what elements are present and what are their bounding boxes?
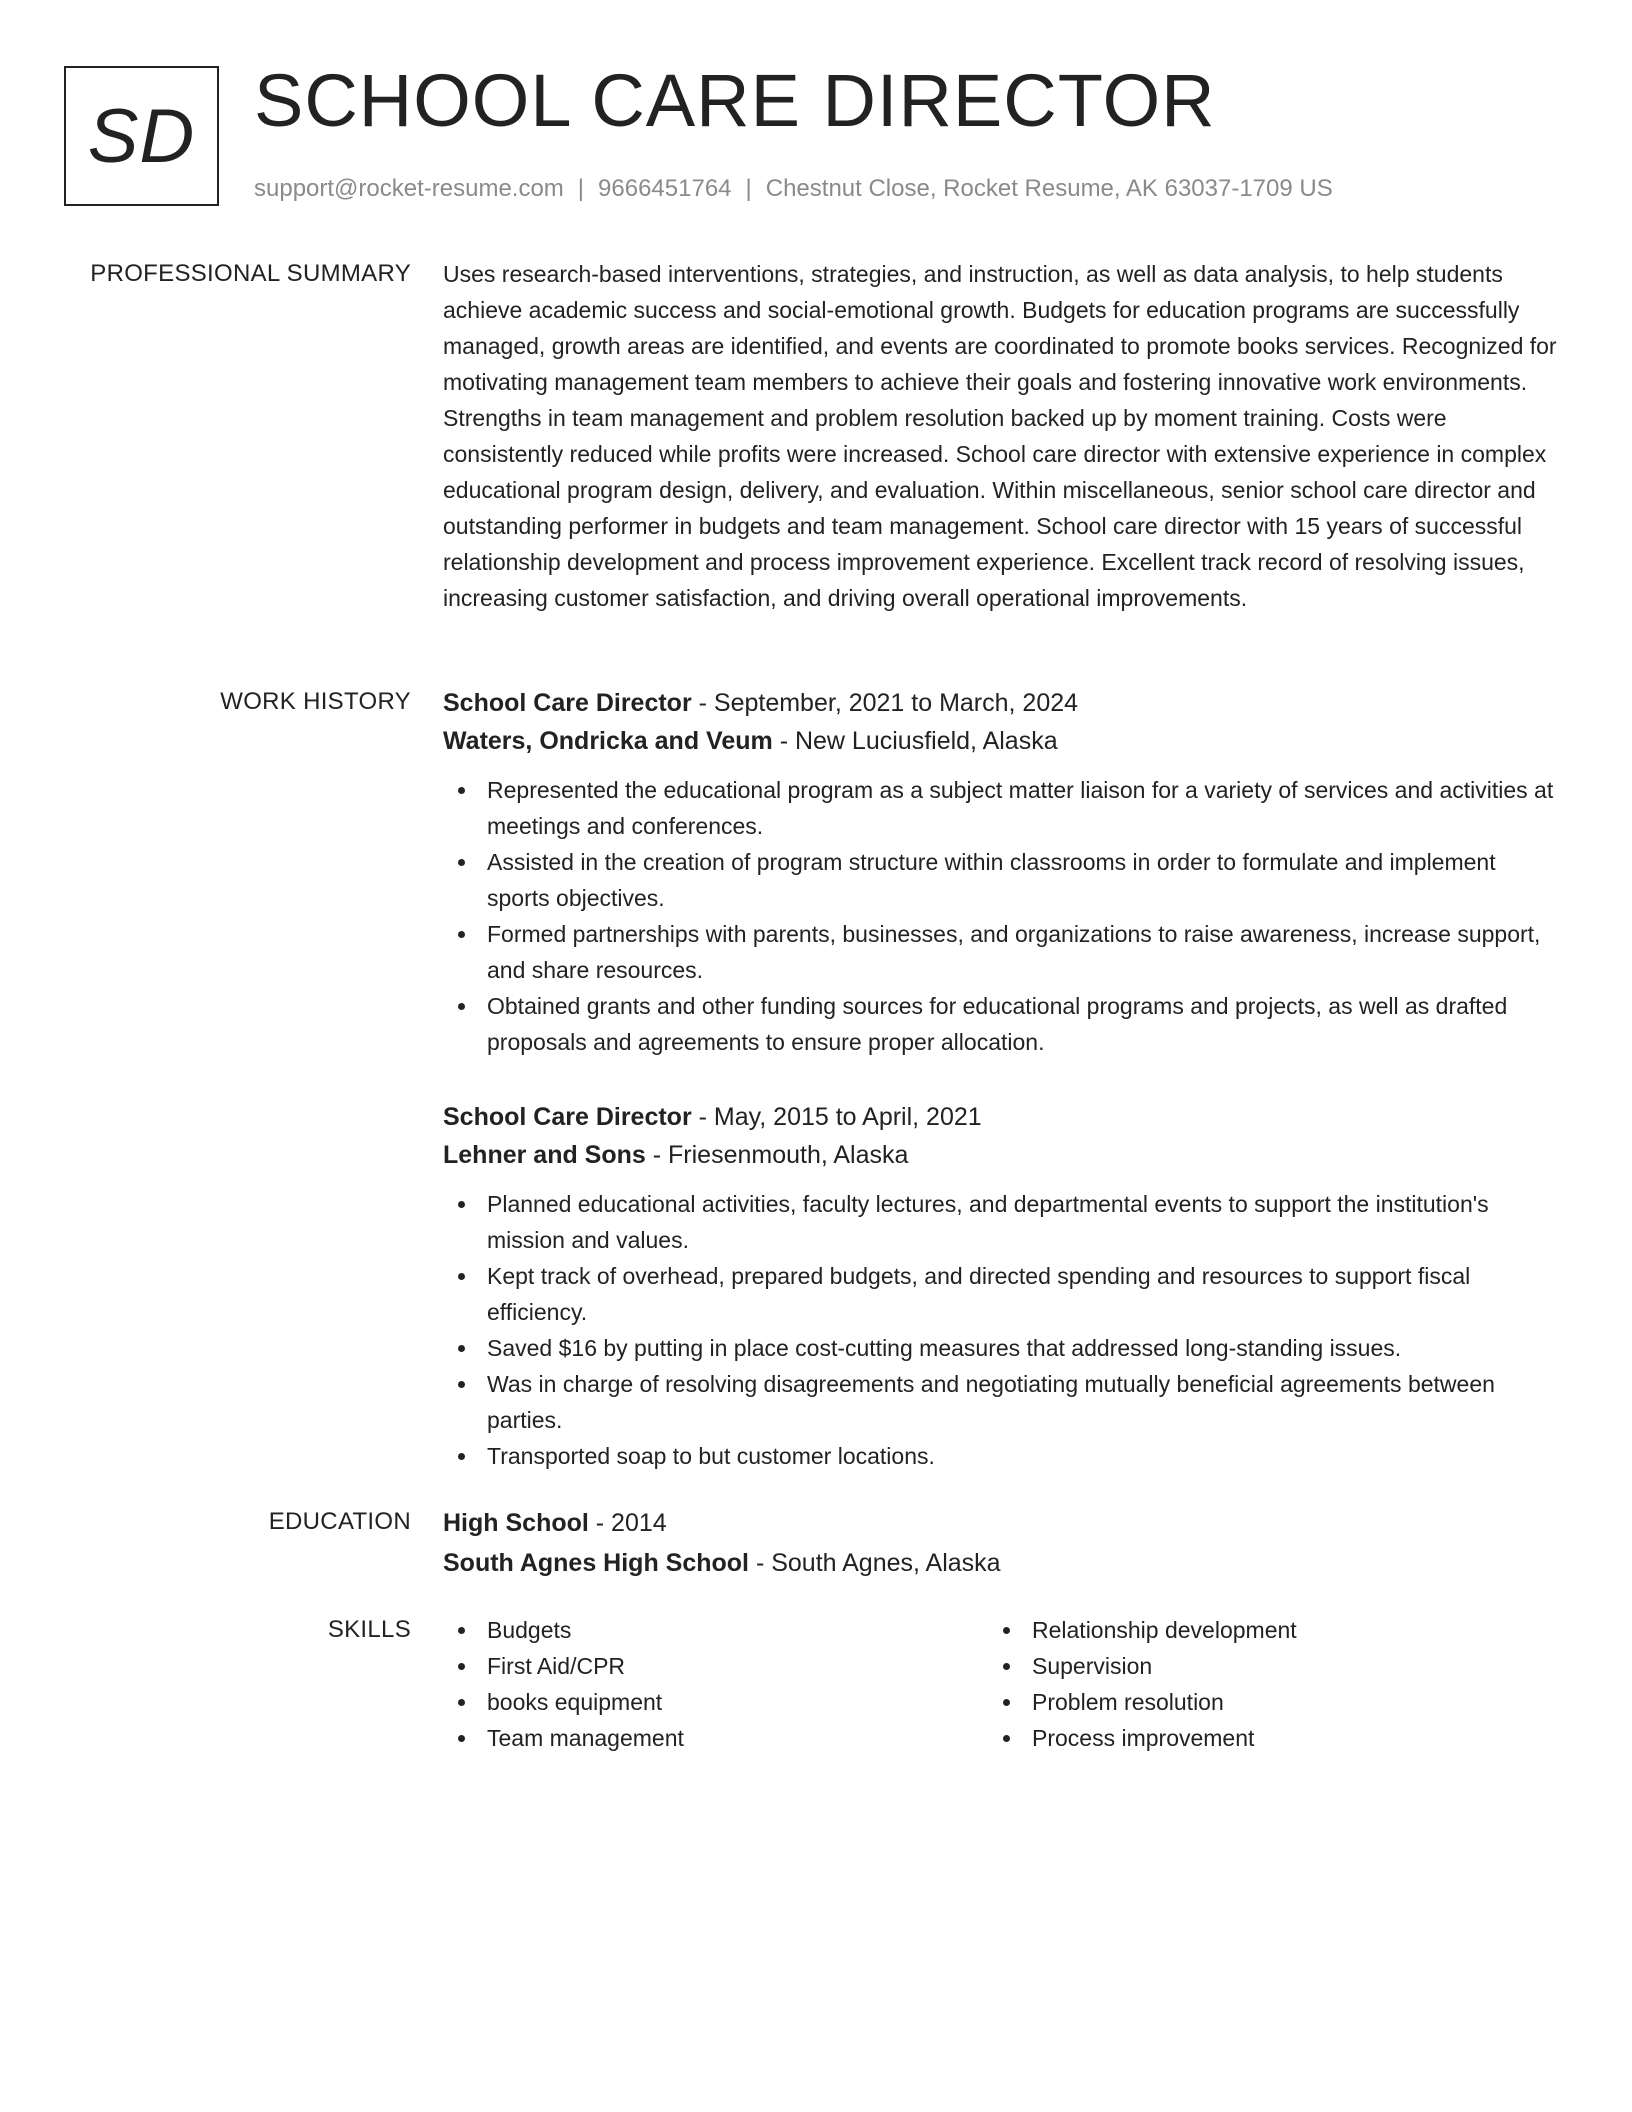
summary-text: Uses research-based interventions, strategies, and instruction, as well as data analysis, to help students achieve academic success and social-emotional growth. Budgets for education programs are successfully managed, growth areas are identified, and events are coordinated to promote books services. Recognized for motivating management team members to achieve their goals and fostering innovative work environments. Strengths in team management and problem resolution backed up by moment training. Costs were consistently reduced while profits were increased. School care director with extensive experience in complex educational program design, delivery, and evaluation. Within miscellaneous, senior school care director and outstanding performer in budgets and team management. School care director with 15 years of successful relationship development and process improvement experience. Excellent track record of resolving issues, increasing customer satisfaction, and driving overall operational improvements. xyxy=(443,261,1557,611)
job-location: - Friesenmouth, Alaska xyxy=(645,1141,909,1169)
contact-separator: | xyxy=(745,175,752,202)
skill-item: Supervision xyxy=(988,1648,1533,1684)
job-bullet: Formed partnerships with parents, businesses, and organizations to raise awareness, increase support, and share resources. xyxy=(443,916,1558,988)
job-title-line xyxy=(443,1098,1558,1136)
job-company-line xyxy=(443,1136,1558,1174)
job-title-line xyxy=(443,684,1558,722)
job-bullet: Planned educational activities, faculty lectures, and departmental events to support the institution's mission and values. xyxy=(443,1186,1558,1258)
summary-content xyxy=(443,256,1558,616)
skill-item: First Aid/CPR xyxy=(443,1648,988,1684)
section-label-work-history: WORK HISTORY xyxy=(220,688,411,715)
work-history-content xyxy=(443,684,1558,1474)
job-bullet-list xyxy=(443,1186,1558,1474)
section-label-skills: SKILLS xyxy=(327,1616,411,1643)
job-location: - New Luciusfield, Alaska xyxy=(772,727,1058,755)
education-degree: High School xyxy=(443,1509,589,1537)
education-degree-line xyxy=(443,1504,1558,1542)
monogram-badge: SD xyxy=(64,66,219,206)
education-school: South Agnes High School xyxy=(443,1549,750,1577)
skills-column-left xyxy=(443,1612,988,1756)
section-label-summary: PROFESSIONAL SUMMARY xyxy=(90,260,411,287)
job-entry xyxy=(443,684,1558,1060)
education-content xyxy=(443,1504,1558,1582)
job-company: Waters, Ondricka and Veum xyxy=(443,727,773,755)
skill-item: Budgets xyxy=(443,1612,988,1648)
job-dates: - September, 2021 to March, 2024 xyxy=(691,689,1079,717)
contact-separator: | xyxy=(577,175,585,202)
job-bullet: Kept track of overhead, prepared budgets, and directed spending and resources to support fiscal efficiency. xyxy=(443,1258,1558,1330)
job-dates: - May, 2015 to April, 2021 xyxy=(691,1103,982,1131)
job-title: School Care Director xyxy=(443,1103,692,1131)
skill-item: Team management xyxy=(443,1720,988,1756)
section-label-education: EDUCATION xyxy=(268,1508,411,1535)
job-bullet: Represented the educational program as a subject matter liaison for a variety of services and activities at meetings and conferences. xyxy=(443,772,1558,844)
job-bullet-list xyxy=(443,772,1558,1060)
resume-title: SCHOOL CARE DIRECTOR xyxy=(254,59,1216,142)
job-bullet: Obtained grants and other funding sources for educational programs and projects, as well as drafted proposals and agreements to ensure proper allocation. xyxy=(443,988,1558,1060)
education-year: - 2014 xyxy=(588,1509,667,1537)
job-bullet: Was in charge of resolving disagreements and negotiating mutually beneficial agreements between parties. xyxy=(443,1366,1558,1438)
contact-email[interactable]: support@rocket-resume.com xyxy=(254,175,564,202)
skills-list xyxy=(443,1612,988,1756)
skills-list xyxy=(988,1612,1533,1756)
job-title: School Care Director xyxy=(443,689,692,717)
contact-phone[interactable]: 9666451764 xyxy=(598,175,732,202)
job-bullet: Transported soap to but customer locations. xyxy=(443,1438,1558,1474)
job-bullet: Assisted in the creation of program structure within classrooms in order to formulate and implement sports objectives. xyxy=(443,844,1558,916)
job-entry xyxy=(443,1098,1558,1474)
education-school-line xyxy=(443,1544,1558,1582)
skills-content xyxy=(443,1612,1558,1756)
job-company-line xyxy=(443,722,1558,760)
job-company: Lehner and Sons xyxy=(443,1141,646,1169)
contact-line xyxy=(254,172,1333,206)
skill-item: Problem resolution xyxy=(988,1684,1533,1720)
job-bullet: Saved $16 by putting in place cost-cutting measures that addressed long-standing issues. xyxy=(443,1330,1558,1366)
skill-item: Relationship development xyxy=(988,1612,1533,1648)
education-location: - South Agnes, Alaska xyxy=(749,1549,1001,1577)
contact-address: Chestnut Close, Rocket Resume, AK 63037-1709 US xyxy=(765,175,1333,202)
skill-item: books equipment xyxy=(443,1684,988,1720)
skill-item: Process improvement xyxy=(988,1720,1533,1756)
skills-column-right xyxy=(988,1612,1533,1756)
